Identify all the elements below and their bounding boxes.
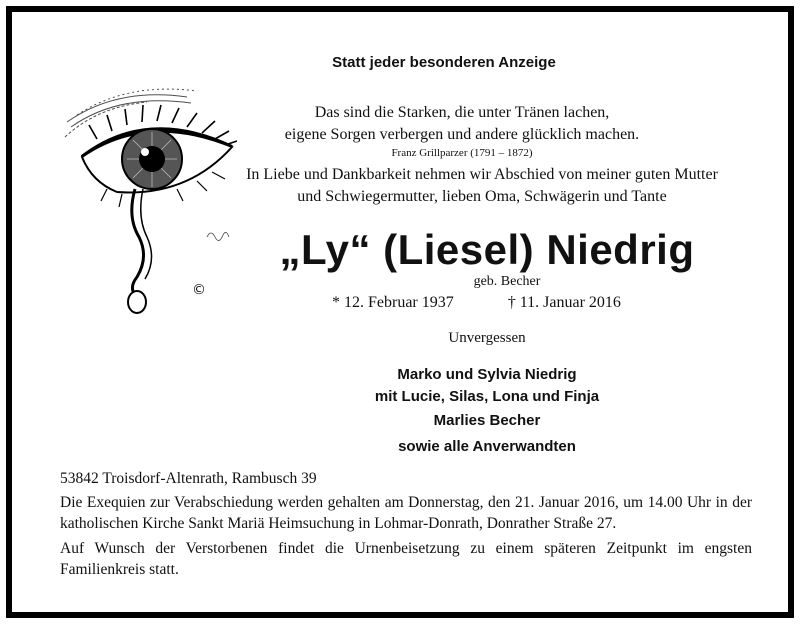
family-line-1: Marko und Sylvia Niedrig	[397, 366, 577, 383]
birth-name: geb. Becher	[473, 274, 541, 289]
headline: Statt jeder besonderen Anzeige	[332, 54, 556, 71]
family-names	[212, 364, 762, 408]
intro-line-2: und Schwiegermutter, lieben Oma, Schwägerin und Tante	[297, 188, 667, 205]
crying-eye-illustration	[57, 77, 237, 317]
quote-line-1: Das sind die Starken, die unter Tränen lachen,	[314, 104, 610, 121]
urnen-text: Auf Wunsch der Verstorbenen findet die Urnenbeisetzung zu einem späteren Zeitpunkt im engsten Familienkreis statt.	[60, 540, 752, 578]
birth-date: * 12. Februar 1937	[332, 294, 454, 311]
intro-text	[212, 164, 752, 208]
copyright-mark: ©	[192, 282, 206, 298]
death-date: † 11. Januar 2016	[507, 294, 621, 311]
exequien-text: Die Exequien zur Verabschiedung werden gehalten am Donnerstag, den 21. Januar 2016, um 14.00 Uhr in der katholischen Kirche Sankt Mariä Heimsuchung in Lohmar-Donrath, Donrather Straße 27.	[60, 494, 752, 532]
quote	[162, 102, 762, 160]
quote-author: Franz Grillparzer (1791 – 1872)	[391, 147, 533, 159]
family-line-2: mit Lucie, Silas, Lona und Finja	[374, 388, 600, 405]
deceased-name: „Ly“ (Liesel) Niedrig	[279, 226, 695, 273]
intro-line-1: In Liebe und Dankbarkeit nehmen wir Abschied von meiner guten Mutter	[246, 166, 718, 183]
obituary-notice	[6, 6, 794, 618]
unvergessen-text: Unvergessen	[448, 330, 526, 346]
quote-line-2: eigene Sorgen verbergen und andere glücklich machen.	[284, 126, 640, 143]
family-line-4: sowie alle Anverwandten	[398, 438, 576, 455]
address: 53842 Troisdorf-Altenrath, Rambusch 39	[60, 470, 317, 487]
family-line-3: Marlies Becher	[433, 412, 541, 429]
life-dates	[332, 294, 621, 312]
